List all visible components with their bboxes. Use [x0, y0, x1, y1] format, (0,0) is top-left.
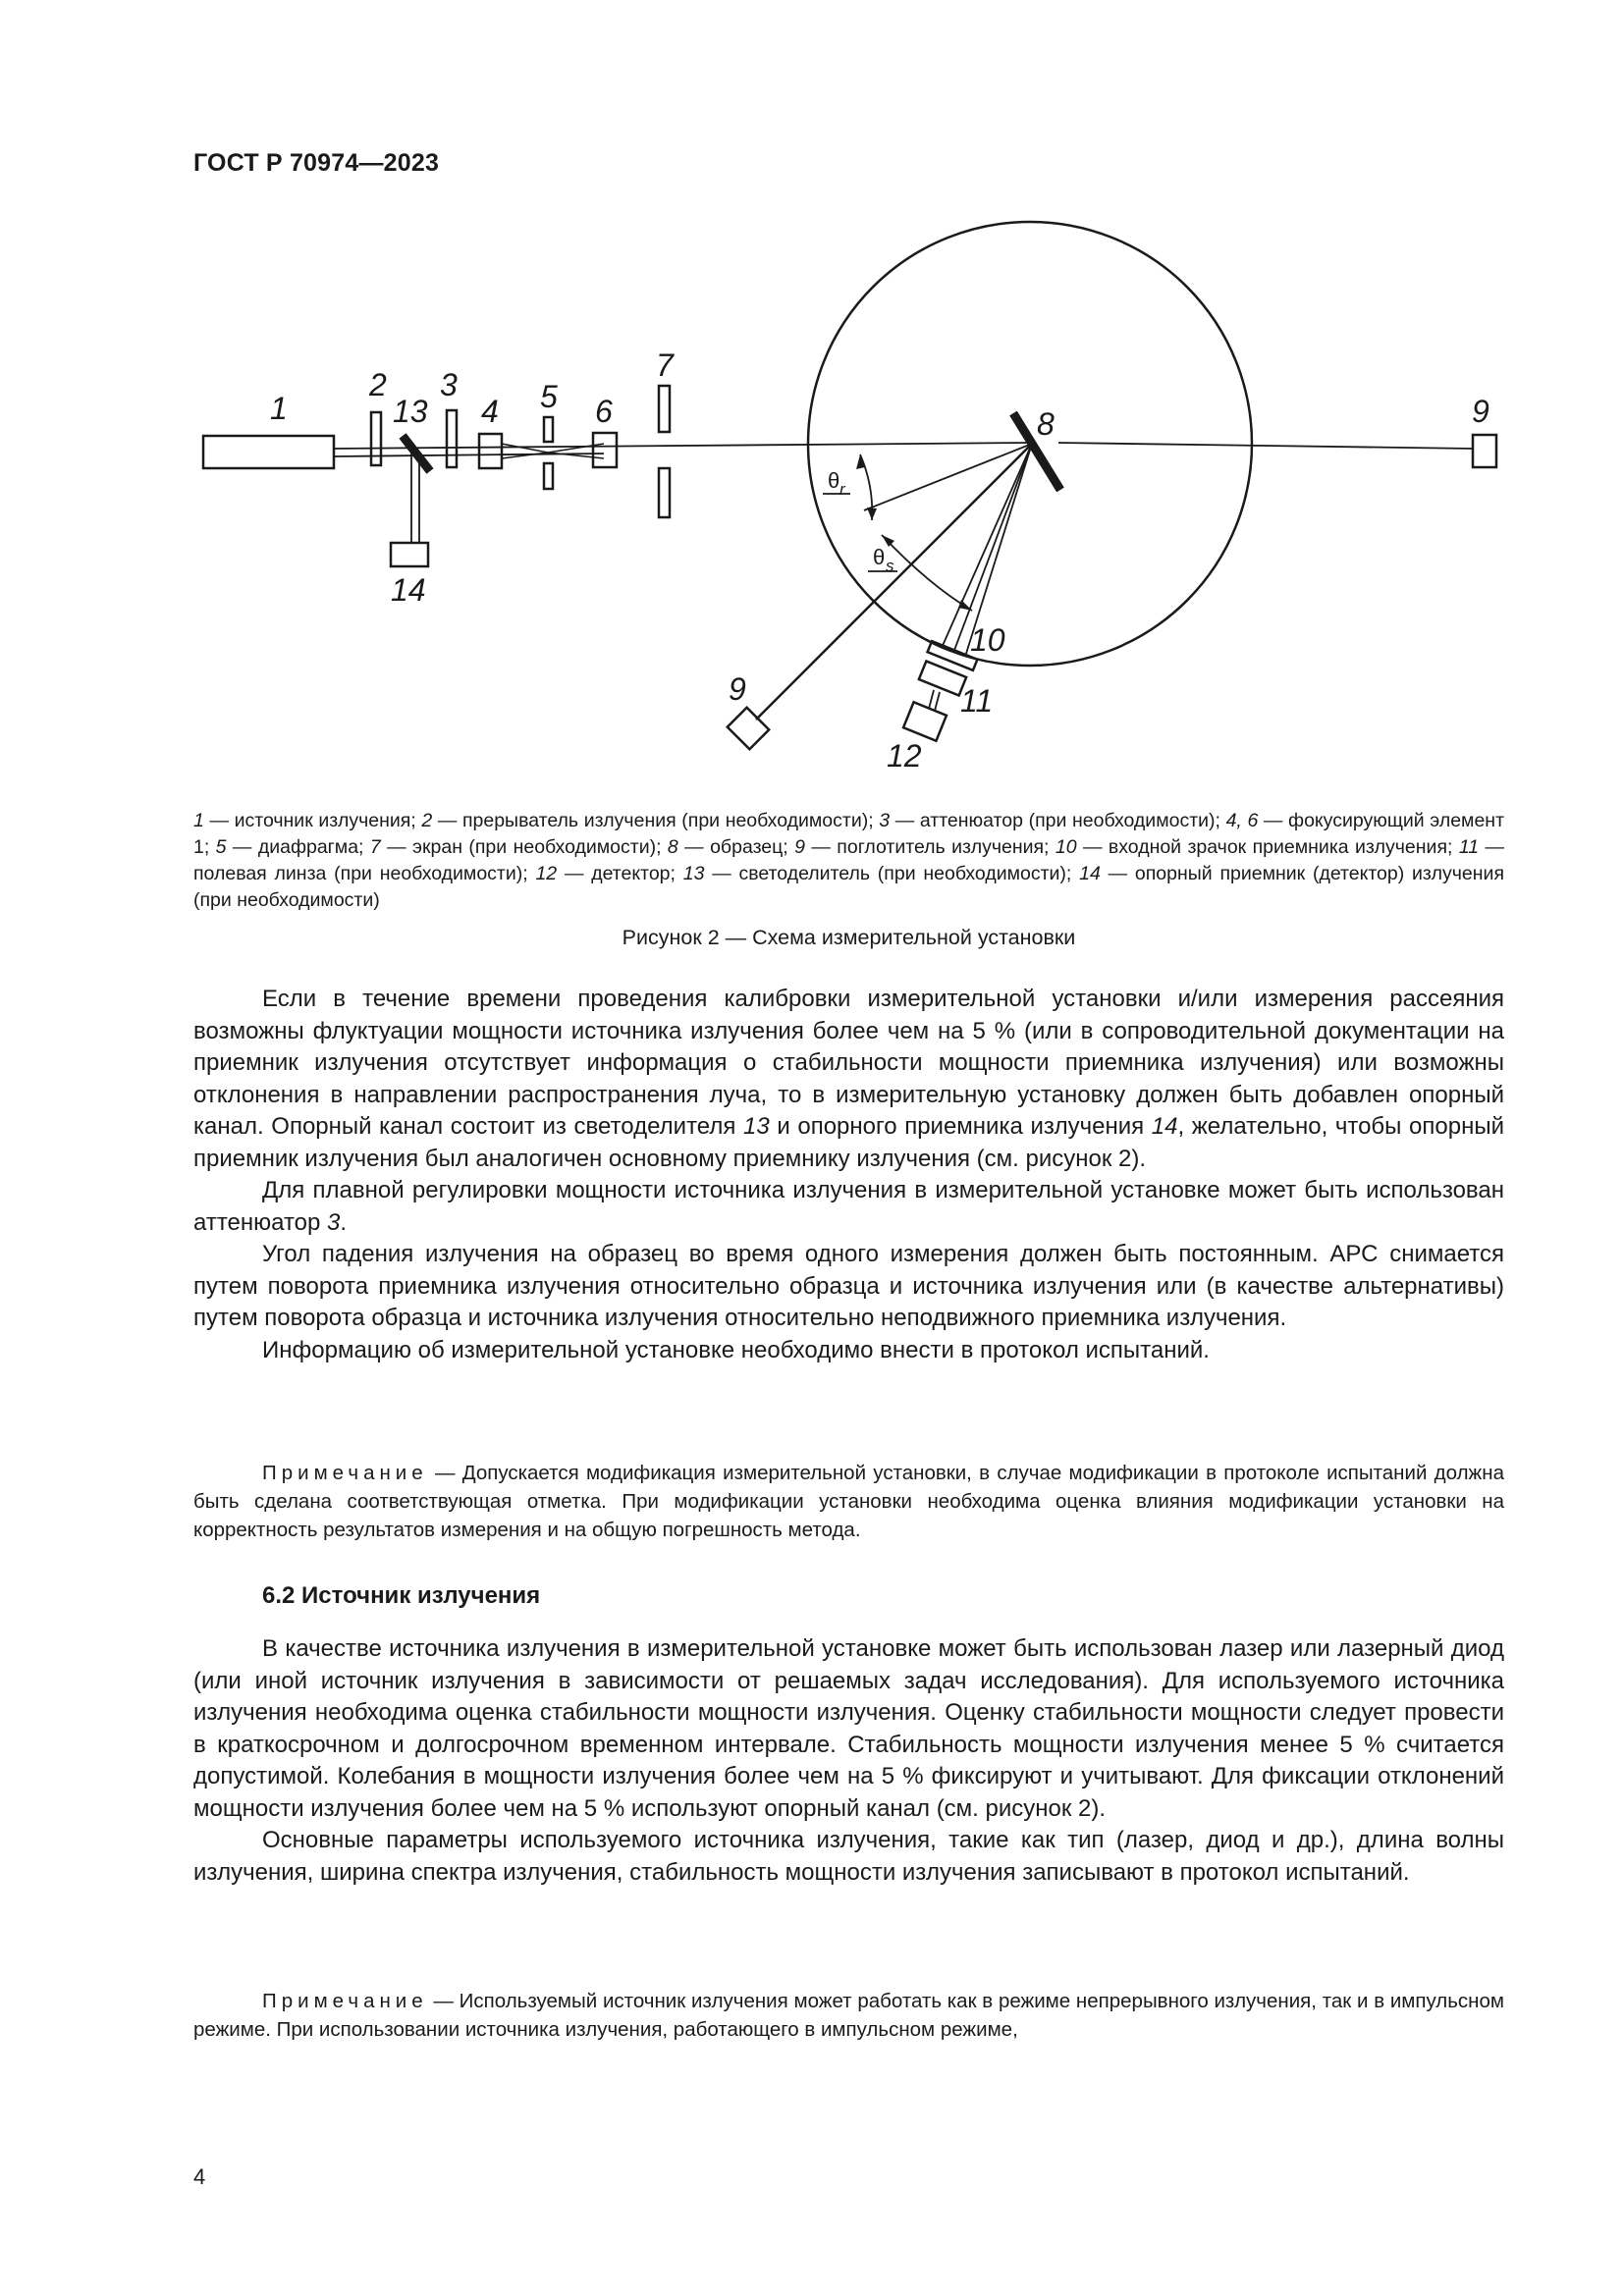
label-12: 12	[887, 738, 922, 774]
label-7: 7	[656, 347, 674, 383]
focusing-element-1	[479, 434, 502, 468]
label-5: 5	[540, 379, 558, 414]
section-heading: 6.2 Источник излучения	[262, 1582, 541, 1609]
section-paragraph-1: В качестве источника излучения в измерительной установке может быть использован лазер или лазерный диод (или иной источник излучения в зависимости от решаемых задач исследования). Для используемого источника излучения необходима оценка стабильности мощности излучения. Оценку стабильности мощности следует провести в краткосрочном и долгосрочном временном интервале. Стабильность мощности излучения менее 5 % считается допустимой. Колебания в мощности излучения более чем на 5 % фиксируют и учитывают. Для фиксации отклонений мощности излучения более чем на 5 % используют опорный канал (см. рисунок 2).	[193, 1635, 1504, 1822]
focusing-element-6	[593, 433, 617, 467]
theta-r-symbol: θ	[828, 468, 840, 493]
section-body	[193, 1633, 1504, 1889]
reflected-beam	[756, 444, 1032, 720]
reference-detector	[391, 543, 428, 566]
theta-s-subscript: s	[886, 557, 894, 575]
note-label: Примечание	[262, 1990, 428, 2012]
label-9-lower: 9	[729, 671, 746, 707]
measurement-setup-diagram	[0, 0, 1624, 785]
label-2: 2	[369, 367, 387, 402]
label-9-right: 9	[1472, 394, 1489, 429]
label-6: 6	[595, 394, 613, 429]
diaphragm-top	[544, 417, 553, 442]
detector	[903, 702, 947, 740]
note-label: Примечание	[262, 1462, 428, 1484]
attenuator	[447, 410, 457, 467]
page-number: 4	[193, 2164, 206, 2189]
theta-s-symbol: θ	[873, 545, 886, 569]
paragraph-2: Для плавной регулировки мощности источника излучения в измерительной установке может быть использован аттенюатор 3.	[193, 1177, 1504, 1236]
body-text	[193, 984, 1504, 1366]
paragraph-4: Информацию об измерительной установке необходимо внести в протокол испытаний.	[262, 1336, 1210, 1363]
main-beam	[334, 443, 1029, 449]
note-1: Примечание — Допускается модификация измерительной установки, в случае модификации в протоколе испытаний должна быть сделана соответствующая отметка. При модификации установки необходима оценка влияния модификации установки на корректность результатов измерения и на общую погрешность метода.	[193, 1462, 1504, 1541]
label-3: 3	[440, 367, 458, 402]
label-11: 11	[960, 683, 994, 719]
theta-s-arc	[882, 535, 972, 611]
paragraph-1: Если в течение времени проведения калибровки измерительной установки и/или измерения рассеяния возможны флуктуации мощности источника излучения более чем на 5 % (или в сопроводительной документации на приемник излучения отсутствует информация о стабильности мощности приемника излучения) или возможны отклонения в направлении распространения луча, то в измерительную установку должен быть добавлен опорный канал. Опорный канал состоит из светоделителя 13 и опорного приемника излучения 14, желательно, чтобы опорный приемник излучения был аналогичен основному приемнику излучения (см. рисунок 2).	[193, 986, 1505, 1172]
field-lens	[919, 661, 966, 695]
label-14: 14	[391, 572, 426, 608]
screen-bottom	[659, 468, 670, 517]
screen-top	[659, 386, 670, 432]
absorber-right	[1473, 435, 1496, 467]
diaphragm-bottom	[544, 463, 553, 489]
paragraph-3: Угол падения излучения на образец во время одного измерения должен быть постоянным. АРС снимается путем поворота приемника излучения относительно образца и источника излучения или (в качестве альтернативы) путем поворота образца и источника излучения относительно неподвижного приемника излучения.	[193, 1241, 1504, 1331]
theta-r-subscript: r	[839, 480, 845, 499]
label-1: 1	[270, 391, 288, 426]
figure-legend: 1 — источник излучения; 2 — прерыватель излучения (при необходимости); 3 — аттенюатор (при необходимости); 4, 6 — фокусирующий элемент 1; 5 — диафрагма; 7 — экран (при необходимости); 8 — образец; 9 — поглотитель излучения; 10 — входной зрачок приемника излучения; 11 — полевая линза (при необходимости); 12 — детектор; 13 — светоделитель (при необходимости); 14 — опорный приемник (детектор) излучения (при необходимости)	[193, 810, 1505, 911]
label-10: 10	[970, 622, 1005, 658]
label-13: 13	[393, 394, 428, 429]
chopper	[371, 412, 381, 465]
document-header: ГОСТ Р 70974—2023	[193, 149, 440, 177]
section-paragraph-2: Основные параметры используемого источника излучения, такие как тип (лазер, диод и др.), длина волны излучения, ширина спектра излучения, стабильность мощности излучения записывают в протокол испытаний.	[193, 1827, 1504, 1886]
beam-splitter	[403, 436, 430, 471]
radiation-source	[203, 436, 334, 468]
figure-caption: Рисунок 2 — Схема измерительной установки	[622, 926, 1076, 949]
note-2: Примечание — Используемый источник излучения может работать как в режиме непрерывного излучения, так и в импульсном режиме. При использовании источника излучения, работающего в импульсном режиме,	[193, 1990, 1504, 2041]
label-4: 4	[481, 394, 499, 429]
label-8: 8	[1037, 406, 1055, 442]
